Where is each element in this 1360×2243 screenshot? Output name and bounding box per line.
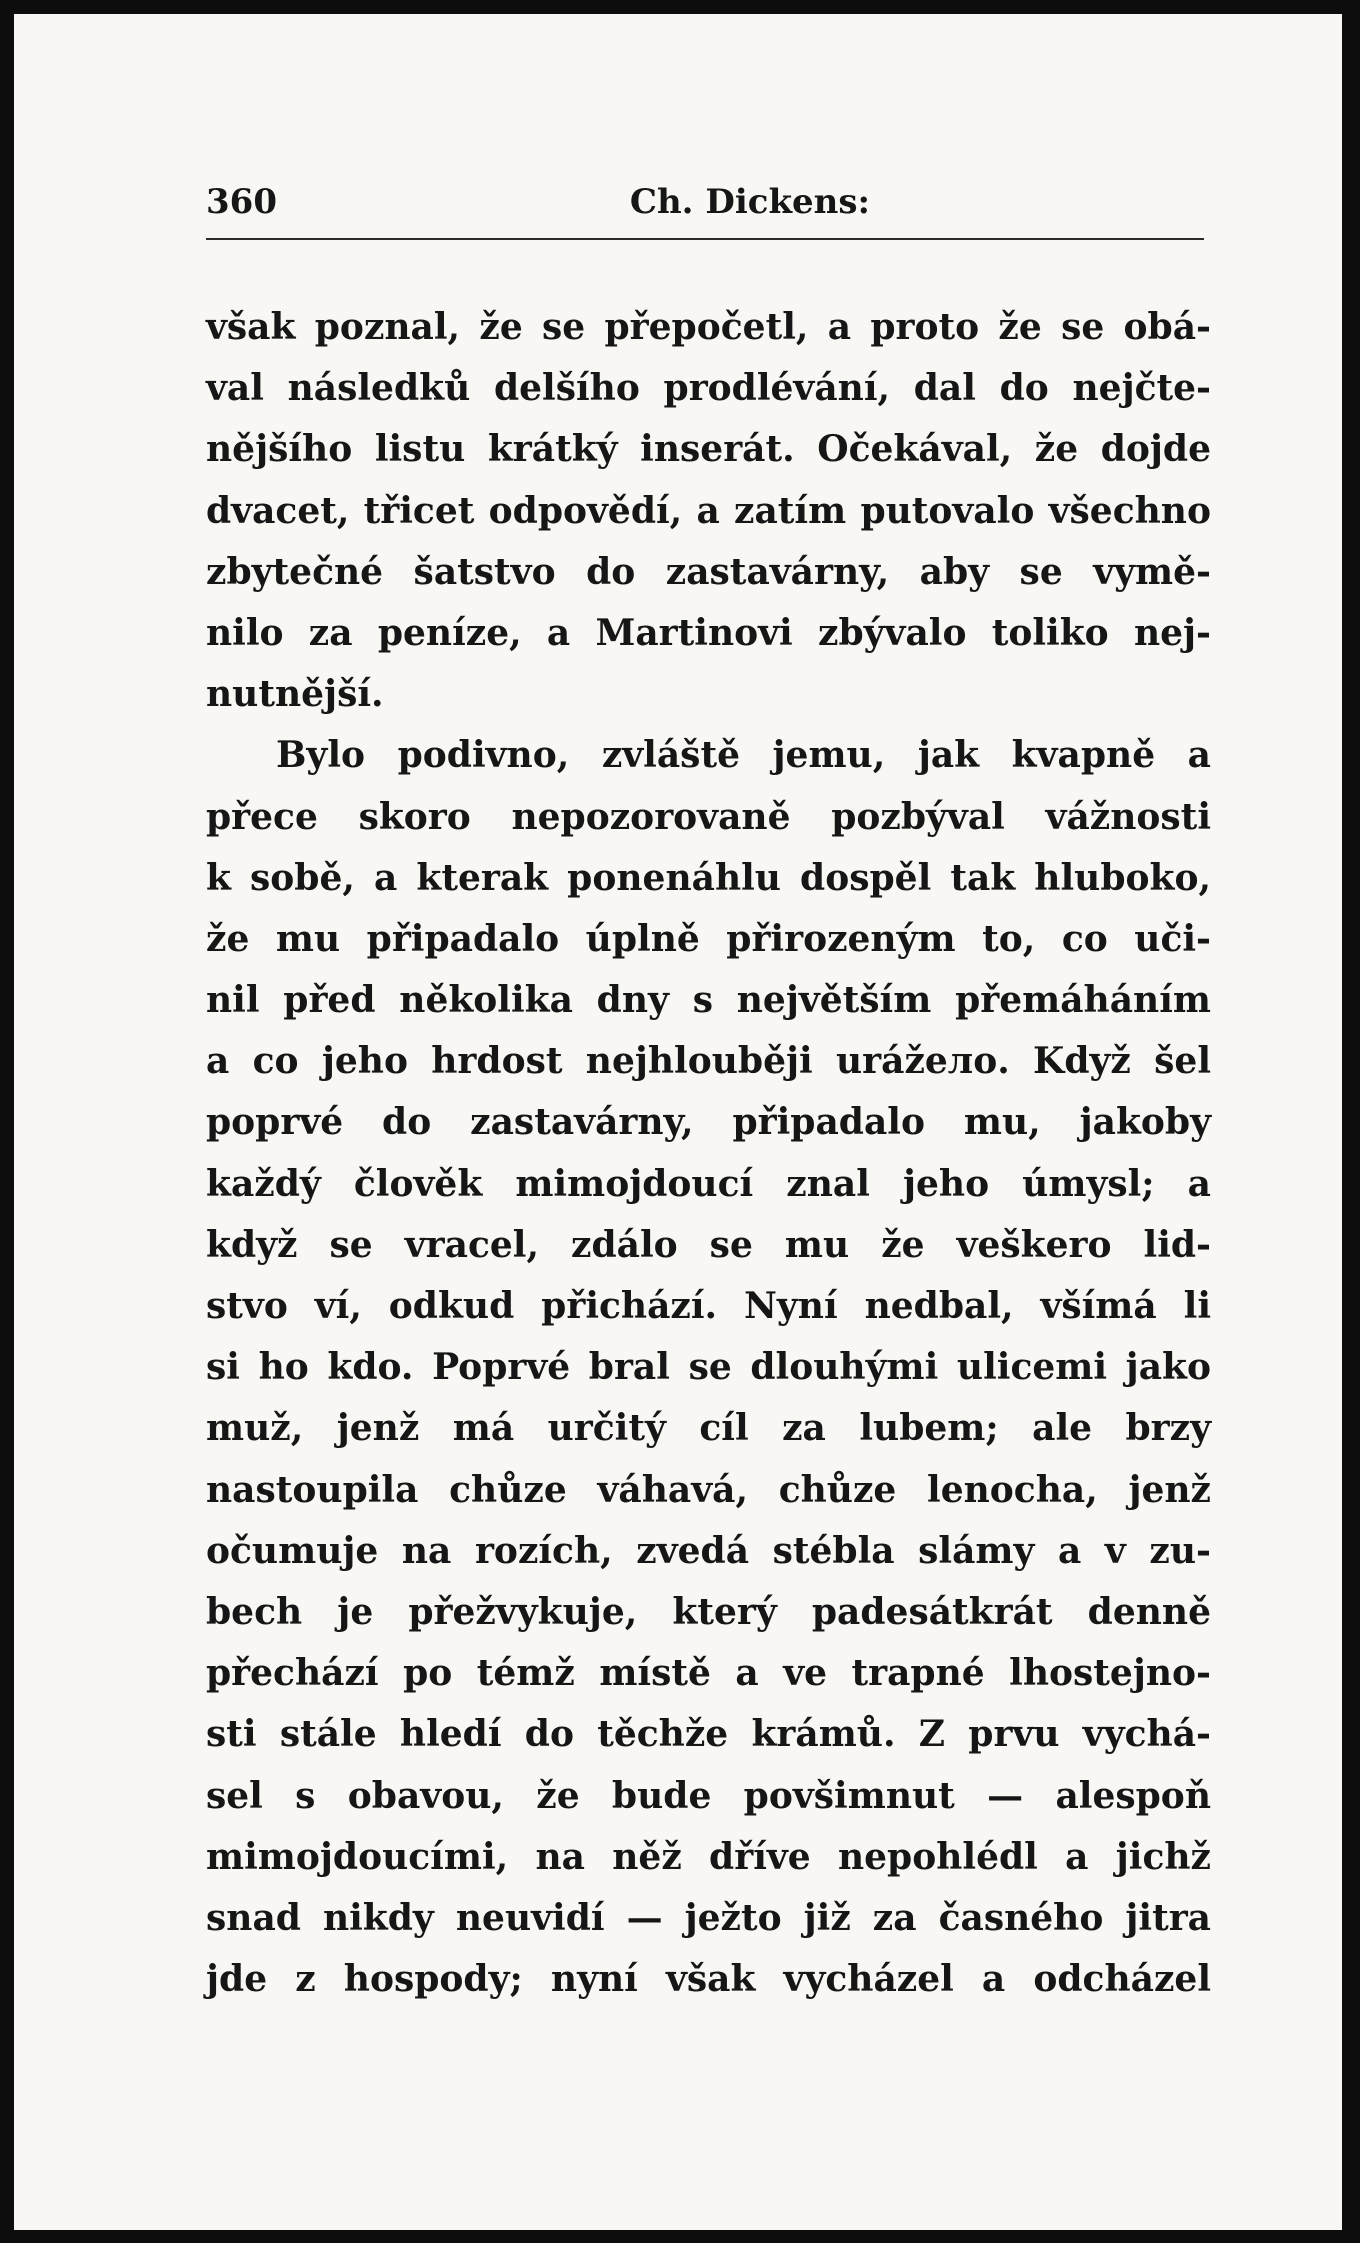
body-text (206, 297, 1211, 2010)
text-line: val následků delšího prodlévání, dal do nejčte- (206, 367, 1211, 410)
running-head: Ch. Dickens: (629, 182, 871, 222)
text-line: nil před několika dny s největším přemáháním (206, 979, 1211, 1022)
text-line: a co jeho hrdost nejhlouběji urážело. Když šel (206, 1040, 1211, 1083)
paragraph-start-line: Bylo podivno, zvláště jemu, jak kvapně a (276, 734, 1211, 777)
text-line: mimojdoucími, na něž dříve nepohlédl a jichž (206, 1835, 1211, 1878)
text-line: snad nikdy neuvidí — ježto již za časného jitra (206, 1896, 1211, 1939)
text-line: nějšího listu krátký inserát. Očekával, že dojde (206, 428, 1211, 471)
text-line: si ho kdo. Poprvé bral se dlouhými ulicemi jako (206, 1346, 1211, 1389)
text-line: očumuje na rozích, zvedá stébla slámy a v zu- (206, 1529, 1211, 1572)
paragraph-end-line: nutnější. (206, 673, 384, 716)
text-line: přechází po témž místě a ve trapné lhostejno- (206, 1652, 1211, 1695)
text-line: jde z hospody; nyní však vycházel a odcházel (206, 1958, 1211, 2001)
text-line: přece skoro nepozorovaně pozbýval vážnosti (206, 795, 1211, 838)
page-header (206, 182, 1204, 230)
text-line: nastoupila chůze váhavá, chůze lenocha, jenž (206, 1468, 1211, 1511)
header-rule (206, 238, 1204, 240)
text-line: každý člověk mimojdoucí znal jeho úmysl; a (206, 1162, 1211, 1205)
text-line: k sobě, a kterak ponenáhlu dospěl tak hluboko, (206, 856, 1211, 899)
text-line: nilo za peníze, a Martinovi zbývalo toliko nej- (206, 611, 1211, 654)
book-page (14, 14, 1342, 2230)
text-line: muž, jenž má určitý cíl za lubem; ale brzy (206, 1407, 1211, 1450)
text-line: stvo ví, odkud přichází. Nyní nedbal, všímá li (206, 1285, 1211, 1327)
text-line: bech je přežvykuje, který padesátkrát denně (206, 1590, 1211, 1633)
page-number: 360 (206, 182, 277, 222)
text-line: však poznal, že se přepočetl, a proto že se obá- (206, 306, 1211, 348)
text-line: zbytečné šatstvo do zastavárny, aby se vymě- (206, 550, 1211, 593)
text-line: poprvé do zastavárny, připadalo mu, jakoby (206, 1101, 1211, 1144)
text-line: sti stále hledí do těchže krámů. Z prvu vychá- (206, 1713, 1211, 1756)
text-line: dvacet, třicet odpovědí, a zatím putovalo všechno (206, 489, 1211, 532)
text-line: když se vracel, zdálo se mu že veškero lid- (206, 1223, 1211, 1266)
text-line: že mu připadalo úplně přirozeným to, co uči- (206, 917, 1211, 960)
text-line: sel s obavou, že bude povšimnut — alespoň (206, 1774, 1211, 1817)
